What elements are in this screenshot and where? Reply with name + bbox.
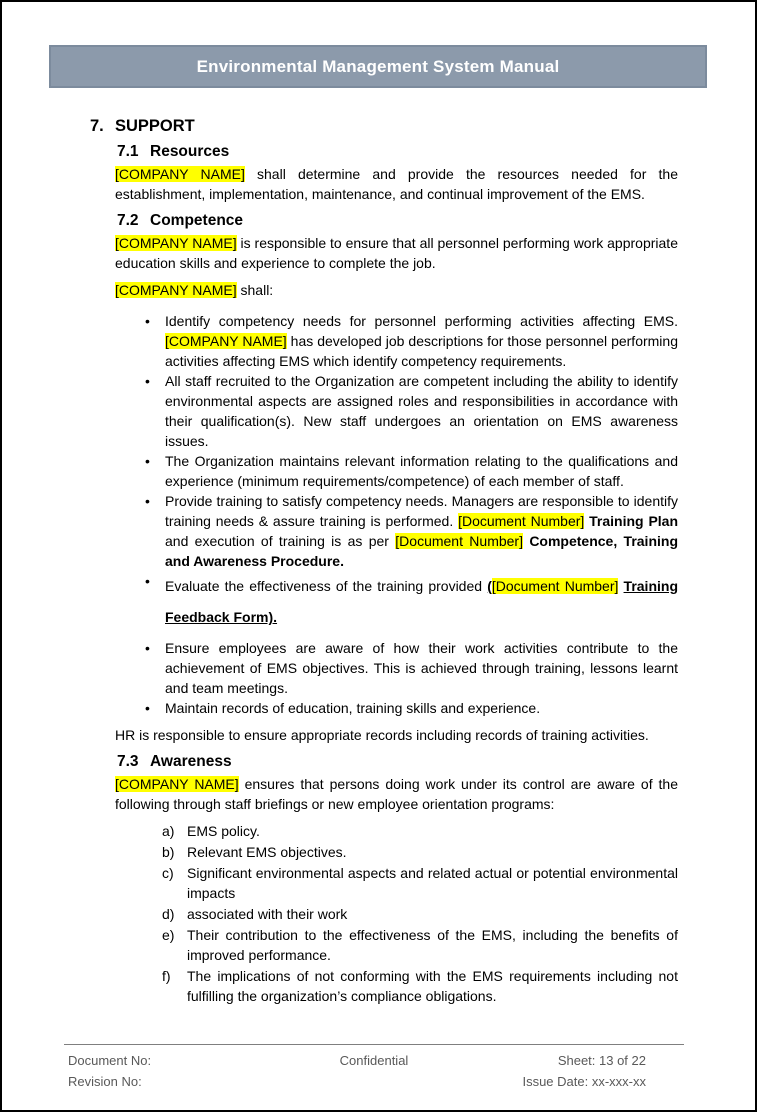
footer-center xyxy=(271,1050,478,1092)
list-item-text: Relevant EMS objectives. xyxy=(187,844,347,860)
list-item-text: Evaluate the effectiveness of the training provided ([Document Number] Training Feedback Form). xyxy=(165,578,678,625)
list-item-text: Provide training to satisfy competency needs. Managers are responsible to identify training needs & assure training is performed. [Document Number] Training Plan and execution of training is as per [Document Number] Competence, Training and Awareness Procedure. xyxy=(165,493,679,569)
bullet-icon: • xyxy=(145,700,150,716)
subsection-number: 7.1 xyxy=(117,143,139,160)
footer-document-no-label: Document No: xyxy=(68,1053,152,1068)
list-item-text: Their contribution to the effectiveness of the EMS, including the benefits of improved performance. xyxy=(187,927,678,963)
list-item xyxy=(145,698,678,718)
subsection-title: Competence xyxy=(150,212,244,229)
competence-bullet-list xyxy=(115,311,678,718)
list-item-text: Significant environmental aspects and related actual or potential environmental impacts xyxy=(187,865,678,901)
list-item-text: The implications of not conforming with the EMS requirements including not fulfilling the organization’s compliance obligations. xyxy=(187,968,678,1004)
subsection-heading-awareness xyxy=(117,752,678,772)
list-item xyxy=(162,821,678,841)
list-item xyxy=(162,966,678,1006)
document-title: Environmental Management System Manual xyxy=(196,56,560,76)
list-marker: a) xyxy=(162,823,175,839)
list-item-text: associated with their work xyxy=(187,906,348,922)
subsection-heading-resources xyxy=(117,142,678,162)
list-item xyxy=(145,451,678,491)
list-marker: b) xyxy=(162,844,175,860)
subsection-number: 7.2 xyxy=(117,212,139,229)
footer-revision-no-label: Revision No: xyxy=(68,1074,142,1089)
list-item-text: EMS policy. xyxy=(187,823,260,839)
competence-note: HR is responsible to ensure appropriate records including records of training activities. xyxy=(115,727,649,743)
bullet-icon: • xyxy=(145,493,150,509)
resources-paragraph: [COMPANY NAME] shall determine and provide the resources needed for the establishment, implementation, maintenance, and continual improvement of the EMS. xyxy=(115,166,678,202)
section-title: SUPPORT xyxy=(115,117,195,135)
footer-left xyxy=(64,1050,271,1092)
competence-paragraph-1: [COMPANY NAME] is responsible to ensure that all personnel performing work appropriate education skills and experience to complete the job. xyxy=(115,235,678,271)
awareness-alpha-list xyxy=(115,821,678,1006)
section-heading-support xyxy=(90,116,678,136)
list-item xyxy=(162,863,678,903)
page-content xyxy=(90,116,679,1007)
header-banner xyxy=(49,45,707,88)
list-marker: e) xyxy=(162,927,175,943)
bullet-icon: • xyxy=(145,373,150,389)
list-marker: d) xyxy=(162,906,175,922)
bullet-icon: • xyxy=(145,573,150,589)
list-item-text: Maintain records of education, training skills and experience. xyxy=(165,700,541,716)
list-item xyxy=(162,925,678,965)
subsection-title: Resources xyxy=(150,143,230,160)
footer-right xyxy=(477,1050,684,1092)
list-item xyxy=(145,371,678,451)
awareness-paragraph: [COMPANY NAME] ensures that persons doing work under its control are aware of the following through staff briefings or new employee orientation programs: xyxy=(115,776,678,812)
section-number: 7. xyxy=(90,117,104,135)
list-item xyxy=(145,571,678,638)
footer-confidential-label: Confidential xyxy=(339,1053,409,1068)
footer-sheet-number: Sheet: 13 of 22 xyxy=(557,1053,646,1068)
list-item-text: Ensure employees are aware of how their work activities contribute to the achievement of EMS objectives. This is achieved through training, lessons learnt and team meetings. xyxy=(165,640,678,696)
list-marker: f) xyxy=(162,968,171,984)
bullet-icon: • xyxy=(145,313,150,329)
bullet-icon: • xyxy=(145,453,150,469)
list-item xyxy=(162,904,678,924)
subsection-title: Awareness xyxy=(150,753,232,770)
list-item-text: All staff recruited to the Organization are competent including the ability to identify environmental aspects are assigned roles and responsibilities in accordance with their qualification(s). New staff undergoes an orientation on EMS awareness issues. xyxy=(165,373,678,449)
competence-paragraph-2: [COMPANY NAME] shall: xyxy=(115,282,274,298)
footer-issue-date: Issue Date: xx-xxx-xx xyxy=(522,1074,646,1089)
bullet-icon: • xyxy=(145,640,150,656)
list-item xyxy=(145,311,678,371)
list-marker: c) xyxy=(162,865,174,881)
list-item xyxy=(162,842,678,862)
list-item xyxy=(145,491,678,571)
list-item xyxy=(145,638,678,698)
list-item-text: The Organization maintains relevant information relating to the qualifications and experience (minimum requirements/competence) of each member of staff. xyxy=(165,453,678,489)
subsection-number: 7.3 xyxy=(117,753,139,770)
list-item-text: Identify competency needs for personnel performing activities affecting EMS. [COMPANY NAME] has developed job descriptions for those personnel performing activities affecting EMS which identify competency requirements. xyxy=(165,313,678,369)
page-footer xyxy=(64,1044,684,1092)
subsection-heading-competence xyxy=(117,211,678,231)
